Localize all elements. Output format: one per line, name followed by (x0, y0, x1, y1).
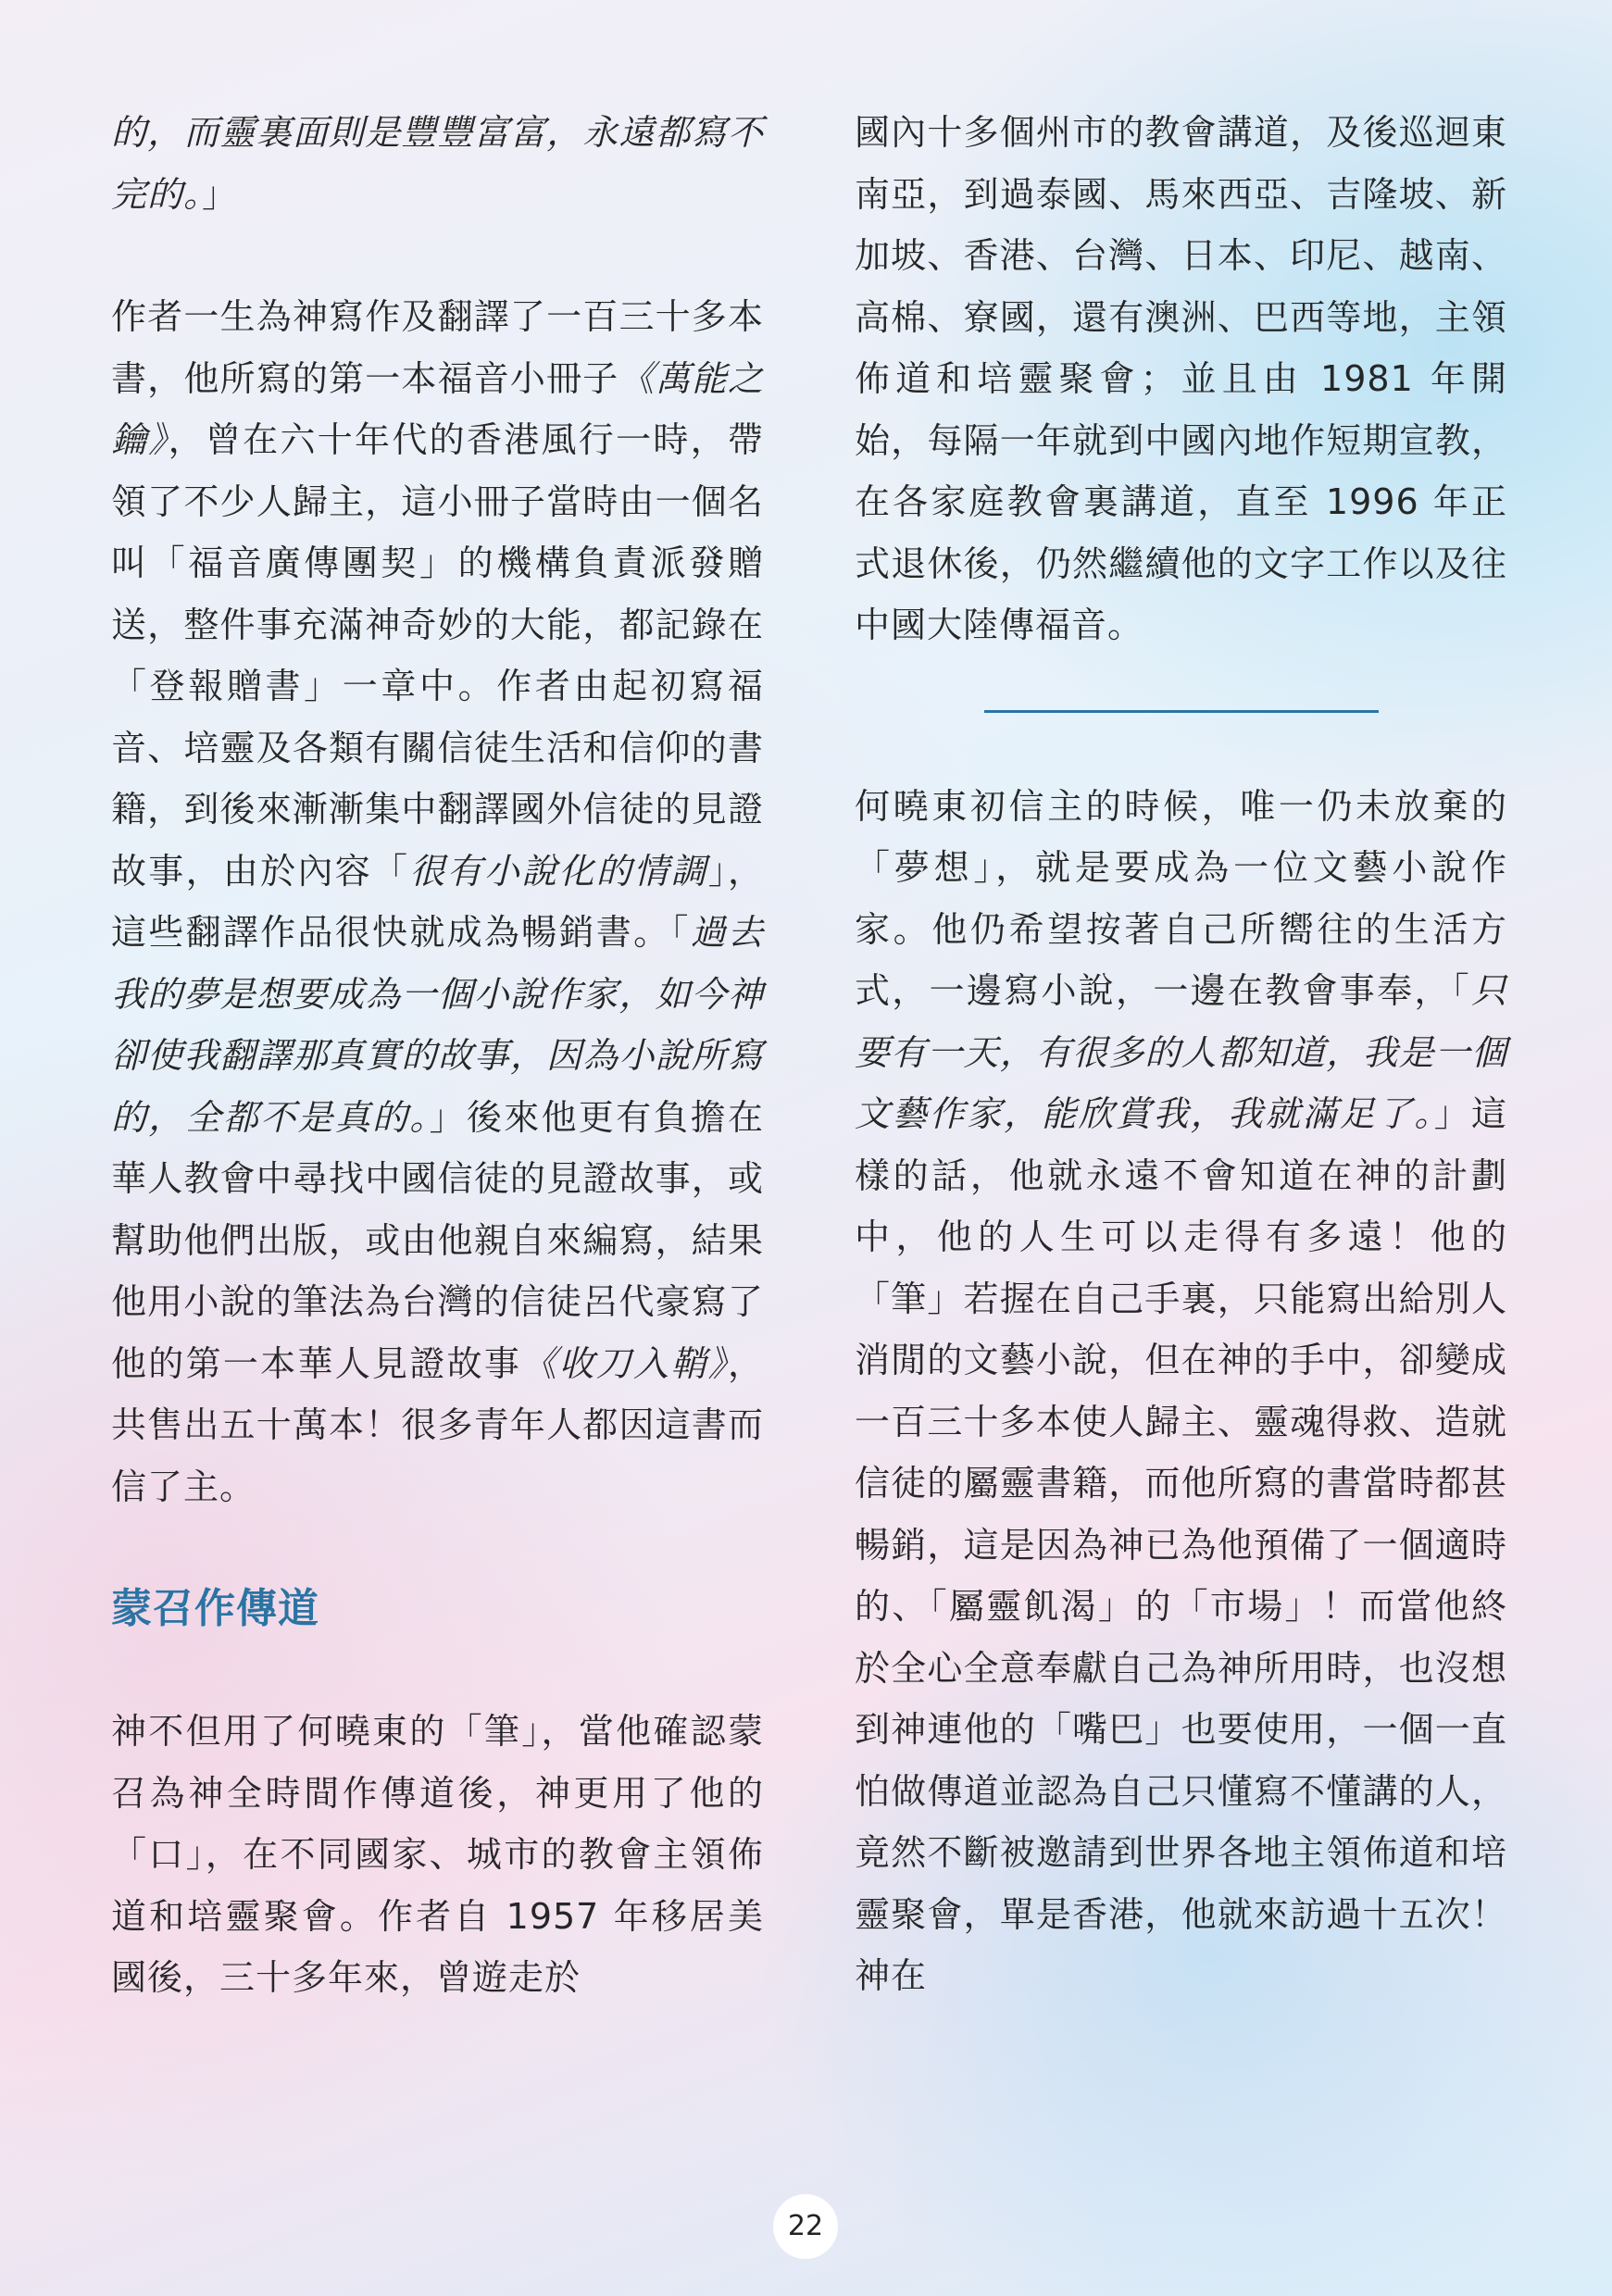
text-run: 」後來他更有負擔在華人教會中尋找中國信徒的見證故事，或幫助他們出版，或由他親自來編寫，結果他用小說的筆法為台灣的信徒呂代豪寫了他的第一本華人見證故事 (111, 1096, 764, 1384)
page-number: 22 (773, 2194, 838, 2259)
left-paragraph-2 (111, 286, 764, 1517)
text-run: ，曾在六十年代的香港風行一時，帶領了不少人歸主，這小冊子當時由一個名叫「福音廣傳團契」的機構負責派發贈送，整件事充滿神奇妙的大能，都記錄在「登報贈書」一章中。作者由起初寫福音、培靈及各類有關信徒生活和信仰的書籍，到後來漸漸集中翻譯國外信徒的見證故事，由於內容「 (111, 419, 764, 892)
quote-text: 很有小說化的情調 (409, 850, 708, 892)
book-title: 《收刀入鞘》 (521, 1342, 728, 1384)
left-paragraph-1 (111, 102, 764, 225)
section-divider (984, 710, 1379, 713)
text-run: 」，這些翻譯作品很快就成為暢銷書。「 (111, 850, 764, 953)
section-heading: 蒙召作傳道 (111, 1585, 319, 1632)
book-title: 《萬能之鑰》 (111, 357, 764, 460)
text-run: 何曉東初信主的時候，唯一仍未放棄的「夢想」，就是要成為一位文藝小說作家。他仍希望按著自己所嚮往的生活方式，一邊寫小說，一邊在教會事奉，「 (855, 785, 1507, 1011)
text-run: ，共售出五十萬本！很多青年人都因這書而信了主。 (111, 1342, 764, 1507)
quote-text: 的，而靈裏面則是豐豐富富，永遠都寫不完的。 (111, 112, 764, 215)
text-run: 」這樣的話，他就永遠不會知道在神的計劃中，他的人生可以走得有多遠！他的「筆」若握在自己手裏，只能寫出給別人消閒的文藝小說，但在神的手中，卻變成一百三十多本使人歸主、靈魂得救、造就信徒的屬靈書籍，而他所寫的書當時都甚暢銷，這是因為神已為他預備了一個適時的、「屬靈飢渴」的「市場」！而當他終於全心全意奉獻自己為神所用時，也沒想到神連他的「嘴巴」也要使用，一個一直怕做傳道並認為自己只懂寫不懂講的人，竟然不斷被邀請到世界各地主領佈道和培靈聚會，單是香港，他就來訪過十五次！神在 (855, 1093, 1507, 1996)
right-column (855, 102, 1507, 2007)
left-paragraph-3: 神不但用了何曉東的「筆」，當他確認蒙召為神全時間作傳道後，神更用了他的「口」，在不同國家、城市的教會主領佈道和培靈聚會。作者自 1957 年移居美國後，三十多年來，曾遊走於 (111, 1711, 764, 1998)
quote-text: 只要有一天，有很多的人都知道，我是一個文藝作家，能欣賞我，我就滿足了。 (855, 970, 1507, 1134)
right-paragraph-2 (855, 776, 1507, 2007)
right-paragraph-1: 國內十多個州市的教會講道，及後巡迴東南亞，到過泰國、馬來西亞、吉隆坡、新加坡、香港、台灣、日本、印尼、越南、高棉、寮國，還有澳洲、巴西等地，主領佈道和培靈聚會；並且由 1981 年開始，每隔一年就到中國內地作短期宣教，在各家庭教會裏講道，直至 1996 年正式退休後，仍然繼續他的文字工作以及往中國大陸傳福音。 (855, 112, 1507, 645)
left-column (111, 102, 764, 2009)
quote-text: 過去我的夢是想要成為一個小說作家，如今神卻使我翻譯那真實的故事，因為小說所寫的，全都不是真的。 (111, 912, 764, 1138)
quote-close: 」 (202, 173, 239, 215)
text-run: 作者一生為神寫作及翻譯了一百三十多本書，他所寫的第一本福音小冊子 (111, 296, 764, 399)
